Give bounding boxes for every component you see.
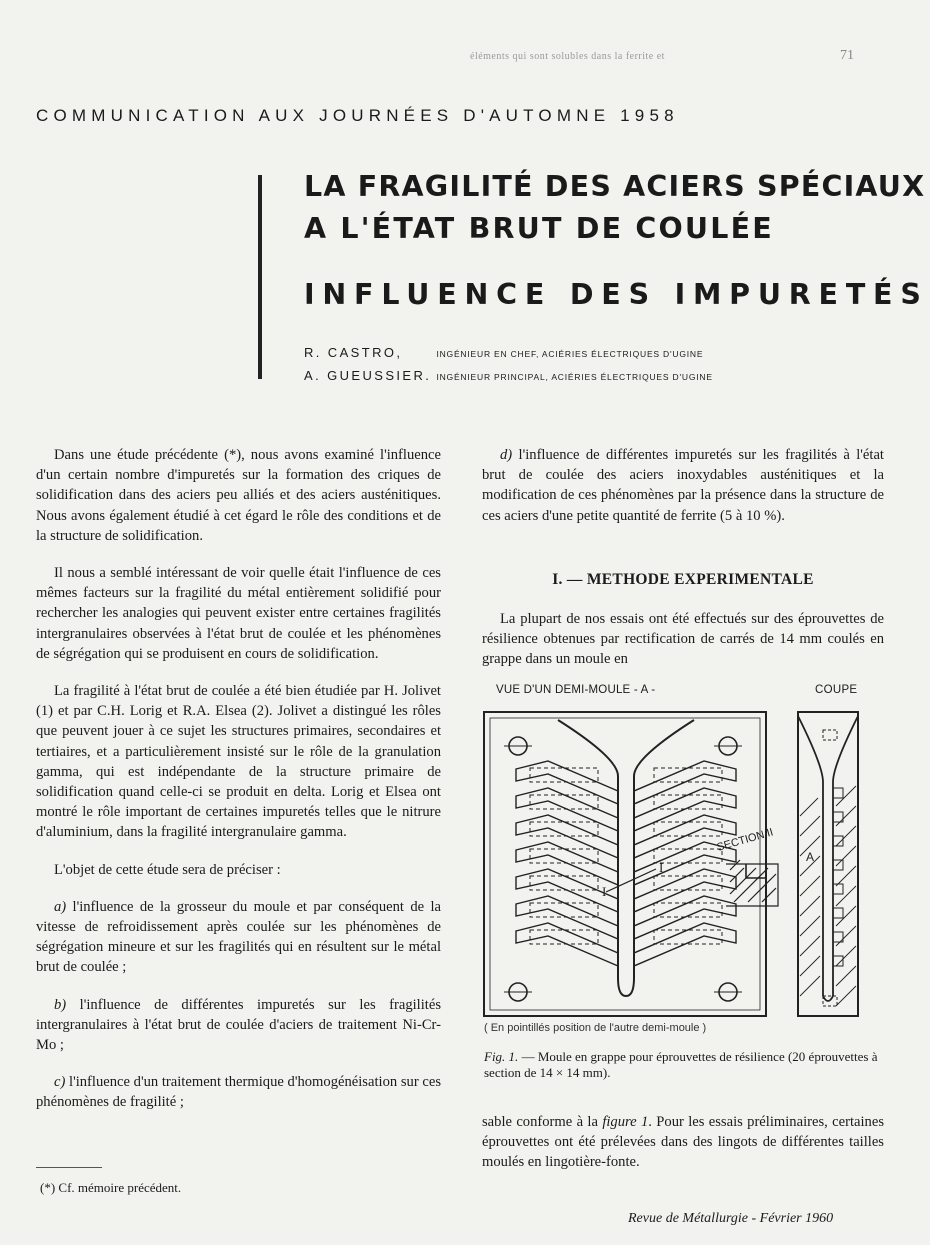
figure-reference: figure 1: [602, 1114, 649, 1130]
mold-plate-inner-outline: [490, 718, 760, 1010]
paragraph: Il nous a semblé intéressant de voir quelle était l'influence de ces mêmes facteurs sur la fragilité du métal entièrement solidifié pour rechercher les analogies qui peuvent exister entre certaines fragilités intergranulaires observées à l'état brut de coulée et les phénomènes de ségrégation qui se produisent en cours de solidification.: [36, 565, 441, 662]
footnote: [40, 1180, 181, 1196]
right-column-method: [482, 609, 884, 670]
paragraph: L'objet de cette étude sera de préciser :: [54, 861, 281, 878]
figure-caption-prefix: Fig. 1.: [484, 1049, 519, 1064]
paragraph: [482, 445, 884, 526]
bleed-through-header: éléments qui sont solubles dans la ferrite et: [470, 51, 665, 62]
paragraph: [36, 1072, 441, 1112]
list-text: l'influence d'un traitement thermique d'homogénéisation sur ces phénomènes de fragilité ;: [36, 1074, 441, 1111]
paragraph: [36, 995, 441, 1056]
author-row: [304, 344, 703, 362]
paragraph: La plupart de nos essais ont été effectués sur des éprouvettes de résilience obtenues par rectification de carrés de 14 mm coulés en grappe dans un moule en: [482, 611, 884, 668]
author-name: A. GUEUSSIER.: [304, 368, 432, 383]
title-rule: [258, 175, 262, 379]
footnote-marker: (*): [40, 1180, 56, 1195]
footnote-text: Cf. mémoire précédent.: [55, 1180, 182, 1195]
paragraph-text: sable conforme à la: [482, 1114, 603, 1130]
author-affiliation: INGÉNIEUR EN CHEF, ACIÉRIES ÉLECTRIQUES D'UGINE: [436, 349, 704, 359]
figure-caption-text: — Moule en grappe pour éprouvettes de résilience (20 éprouvettes à section de 14 × 14 mm).: [484, 1049, 878, 1080]
coupe-section: [798, 712, 858, 1016]
section-heading: I. — METHODE EXPERIMENTALE: [552, 571, 814, 588]
coupe-label-a: A: [806, 850, 815, 864]
figure-note: ( En pointillés position de l'autre demi-moule ): [484, 1022, 707, 1034]
series-header: COMMUNICATION AUX JOURNÉES D'AUTOMNE 1958: [36, 106, 679, 125]
title-line-2: A L'ÉTAT BRUT DE COULÉE: [304, 212, 774, 245]
journal-footer: Revue de Métallurgie - Février 1960: [628, 1211, 834, 1226]
title-line-3: INFLUENCE DES IMPURETÉS: [304, 278, 929, 311]
paragraph: Dans une étude précédente (*), nous avons examiné l'influence d'un certain nombre d'impuretés sur la formation des criques de solidification dans des aciers peu alliés et des aciers austénitiques. Nous avons également étudié à cet égard le rôle des conditions et de la structure de solidification.: [36, 447, 441, 544]
footnote-rule: [36, 1167, 102, 1168]
list-marker: a): [54, 898, 67, 915]
section-ii-label: SECTION II: [715, 826, 775, 854]
section-mark-left: I: [602, 884, 607, 899]
figure-label-section: COUPE: [815, 684, 858, 696]
paragraph: [36, 897, 441, 978]
figure-label-half-mold: VUE D'UN DEMI-MOULE - A -: [496, 684, 656, 696]
list-text: l'influence de différentes impuretés sur les fragilités à l'état brut de coulée des aciers inoxydables austénitiques et la modification de ces phénomènes par la présence dans la structure de ces aciers d'une petite quantité de ferrite (5 à 10 %).: [482, 447, 884, 524]
list-marker: c): [54, 1074, 66, 1091]
title-line-1: LA FRAGILITÉ DES ACIERS SPÉCIAUX: [304, 170, 926, 203]
left-column: [36, 445, 441, 1130]
figure-caption: [484, 1049, 884, 1081]
author-affiliation: INGÉNIEUR PRINCIPAL, ACIÉRIES ÉLECTRIQUES D'UGINE: [436, 372, 713, 382]
section-ii-detail: [726, 860, 778, 906]
mold-plate-outline: [484, 712, 766, 1016]
list-marker: b): [54, 996, 67, 1013]
list-marker: d): [500, 447, 513, 463]
list-text: l'influence de la grosseur du moule et par conséquent de la vitesse de refroidissement après coulée sur les phénomènes de ségrégation mineure et sur les fragilités qui en résultent sur le métal brut de coulée ;: [36, 898, 441, 976]
section-mark-right: I: [659, 860, 664, 875]
author-row: [304, 367, 713, 385]
paragraph: [482, 1112, 884, 1173]
list-text: l'influence de différentes impuretés sur les fragilités intergranulaires à l'état brut de coulée d'aciers de traitement Ni-Cr-Mo ;: [36, 996, 441, 1054]
right-column-top: [482, 445, 884, 526]
paragraph-text: . Pour les essais préliminaires, certaines éprouvettes ont été prélevées dans des lingots de différentes tailles moulés en lingotière-fonte.: [482, 1114, 884, 1171]
author-name: R. CASTRO,: [304, 345, 403, 360]
section-line: [606, 869, 656, 892]
page-number: 71: [840, 48, 854, 63]
right-column-continuation: [482, 1112, 884, 1173]
sprue-channel: [558, 720, 694, 996]
mold-figure: [478, 696, 888, 1024]
paragraph: La fragilité à l'état brut de coulée a été bien étudiée par H. Jolivet (1) et par C.H. Lorig et R.A. Elsea (2). Jolivet a distingué les rôles que peuvent jouer à ce sujet les structures primaires, secondaires et tertiaires, et a particulièrement insisté sur le rôle de la granulation gamma, qui est indépendante de la structure primaire de solidification quand celle-ci se produit en delta. Lorig et Elsea ont montré le rôle important de certaines impuretés telles que le nitrure d'aluminium, dans la fragilité intergranulaire gamma.: [36, 683, 441, 841]
